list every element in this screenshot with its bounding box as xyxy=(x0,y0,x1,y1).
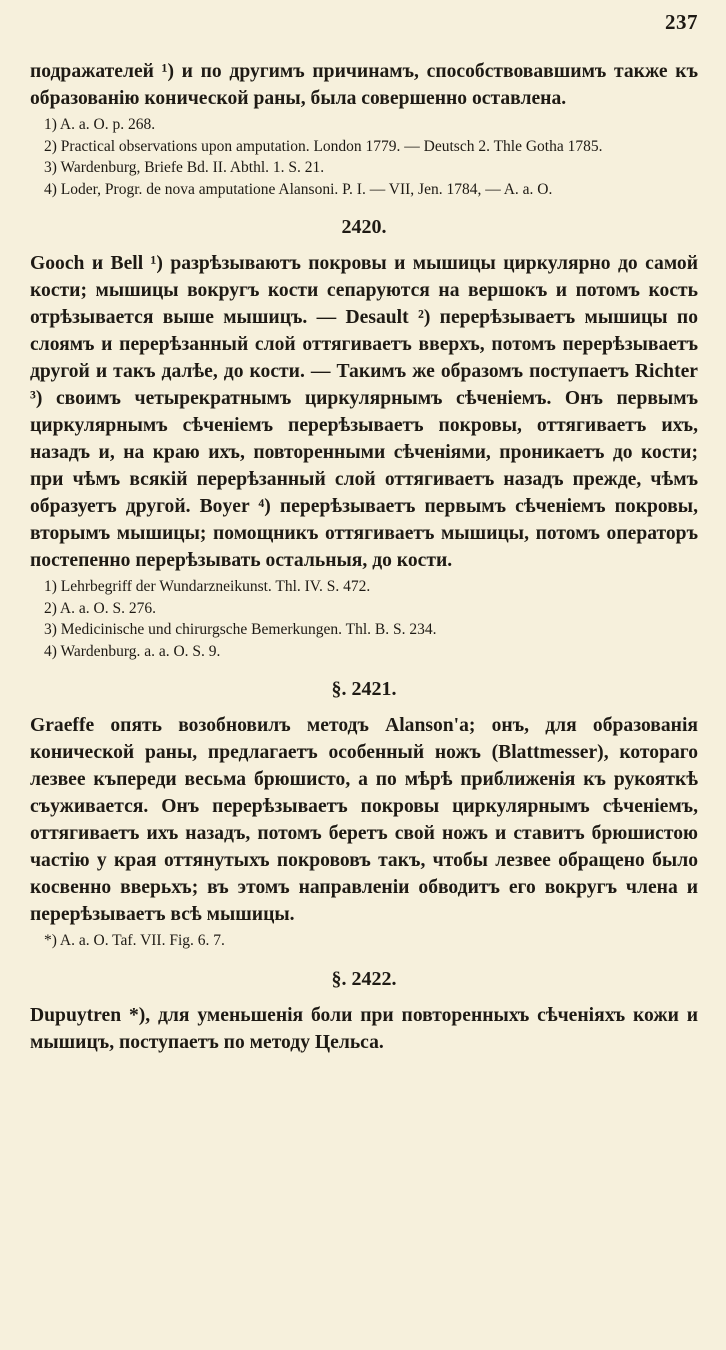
footnote: 4) Loder, Progr. de nova amputatione Alansoni. P. I. — VII, Jen. 1784, — A. a. O. xyxy=(44,180,553,198)
footnotes-block1 xyxy=(30,114,698,200)
page-number: 237 xyxy=(665,10,698,34)
section-heading-2421: §. 2421. xyxy=(331,678,397,700)
footnotes-2420 xyxy=(30,576,698,662)
footnote: 4) Wardenburg. a. a. O. S. 9. xyxy=(44,642,221,660)
footnote: 1) Lehrbegriff der Wundarzneikunst. Thl. IV. S. 472. xyxy=(44,578,371,595)
footnote: 2) A. a. O. S. 276. xyxy=(44,599,156,617)
paragraph-continuation: подражателей ¹) и по другимъ причинамъ, способствовавшимъ также къ образованію конической раны, была совершенно оставлена. xyxy=(30,61,698,109)
footnote: 3) Wardenburg, Briefe Bd. II. Abthl. 1. S. 21. xyxy=(44,159,325,176)
paragraph-2422: Dupuytren *), для уменьшенія боли при повторенныхъ сѣченіяхъ кожи и мышицъ, поступаетъ по методу Цельса. xyxy=(30,1004,698,1053)
footnote: 3) Medicinische und chirurgsche Bemerkungen. Thl. B. S. 234. xyxy=(44,621,437,638)
section-heading-2420: 2420. xyxy=(341,216,387,238)
footnote: 1) A. a. O. p. 268. xyxy=(44,116,156,133)
footnotes-2421 xyxy=(30,930,698,952)
paragraph-2420: Gooch и Bell ¹) разрѣзываютъ покровы и мышицы циркулярно до самой кости; мышицы вокругъ кости сепаруются на вершокъ и потомъ кость отрѣзывается выше мышицъ. — Desault ²) перерѣзываетъ мышицы по слоямъ и перерѣзанный слой оттягиваетъ вверхъ, потомъ перерѣзываетъ другой и такъ далѣе, до кости. — Такимъ же образомъ поступаетъ Richter ³) своимъ четырекратнымъ циркулярнымъ сѣченіемъ. Онъ первымъ циркулярнымъ сѣченіемъ перерѣзываетъ покровы, оттягиваетъ ихъ, назадъ и, на краю ихъ, повторенными сѣченіями, проникаетъ до кости; при чѣмъ всякій перерѣзанный слой оттягиваетъ назадъ прежде, чѣмъ образуетъ другой. Boyer ⁴) перерѣзываетъ первымъ сѣченіемъ покровы, вторымъ мышицы; помощникъ оттягиваетъ мышицы, потомъ операторъ постепенно перерѣзывать остальныя, до кости. xyxy=(30,253,698,571)
section-heading-2422: §. 2422. xyxy=(331,967,397,990)
paragraph-2421: Graeffe опять возобновилъ методъ Alanson'а; онъ, для образованія конической раны, предлагаетъ особенный ножъ (Blattmesser), котораго лезвее къпереди весьма брюшисто, а по мѣрѣ приближенія къ рукояткѣ съуживается. Онъ перерѣзываетъ покровы циркулярнымъ сѣченіемъ, оттягиваетъ ихъ назадъ, потомъ беретъ свой ножъ и ставитъ брюшистою частію у края оттянутыхъ покрововъ такъ, чтобы лезвее обращено было косвенно вверьхъ; въ этомъ направленіи обводитъ его вокругъ члена и перерѣзываетъ всѣ мышицы. xyxy=(30,715,698,925)
footnote: 2) Practical observations upon amputation. London 1779. — Deutsch 2. Thle Gotha 1785. xyxy=(44,137,603,155)
page-content xyxy=(30,58,698,1056)
footnote: *) A. a. O. Taf. VII. Fig. 6. 7. xyxy=(44,932,225,949)
